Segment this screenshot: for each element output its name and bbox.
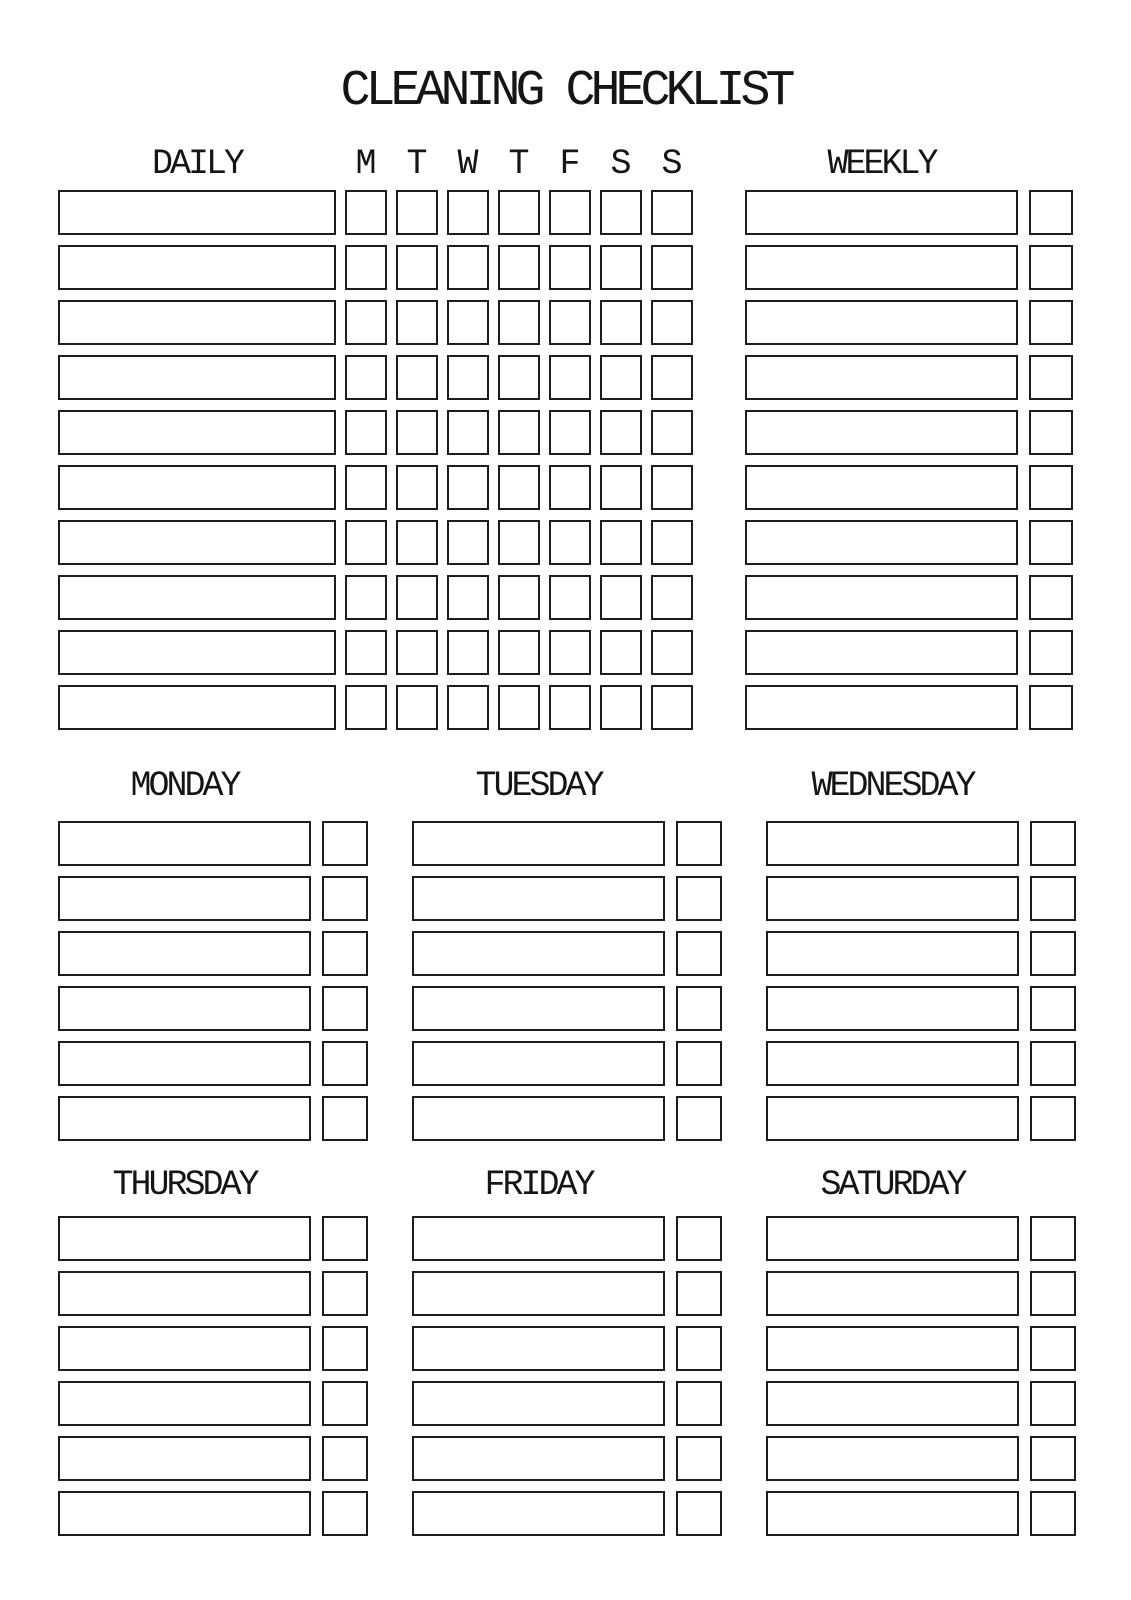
middle-day-grid bbox=[58, 821, 1076, 1151]
saturday-task-row bbox=[766, 1436, 1076, 1481]
saturday-task-field[interactable] bbox=[766, 1491, 1019, 1536]
tuesday-column bbox=[412, 821, 722, 1151]
middle-section-labels bbox=[58, 768, 1076, 804]
daily-checkbox-t-col1[interactable] bbox=[396, 630, 438, 675]
daily-checkbox-s-col6[interactable] bbox=[651, 245, 693, 290]
section-label-monday: MONDAY bbox=[130, 766, 239, 806]
top-header bbox=[58, 146, 1018, 182]
daily-task-row bbox=[58, 410, 693, 455]
tuesday-task-row bbox=[412, 821, 722, 866]
weekly-checkbox[interactable] bbox=[1029, 520, 1073, 565]
weekly-section-label: WEEKLY bbox=[827, 144, 936, 184]
day-letter-w-col2: W bbox=[457, 144, 479, 184]
daily-checkbox-s-col5[interactable] bbox=[600, 520, 642, 565]
wednesday-task-field[interactable] bbox=[766, 876, 1019, 921]
weekly-task-field[interactable] bbox=[745, 190, 1018, 235]
daily-checkbox-s-col5[interactable] bbox=[600, 245, 642, 290]
daily-task-field[interactable] bbox=[58, 355, 336, 400]
wednesday-checkbox[interactable] bbox=[1030, 821, 1076, 866]
daily-checkbox-f-col4[interactable] bbox=[549, 245, 591, 290]
daily-task-row bbox=[58, 300, 693, 345]
page-title: CLEANING CHECKLIST bbox=[340, 63, 791, 120]
monday-task-row bbox=[58, 986, 368, 1031]
weekly-task-row bbox=[745, 575, 1073, 620]
daily-rows bbox=[58, 190, 693, 740]
wednesday-task-row bbox=[766, 931, 1076, 976]
monday-checkbox[interactable] bbox=[322, 1041, 368, 1086]
daily-task-row bbox=[58, 520, 693, 565]
daily-task-row bbox=[58, 575, 693, 620]
daily-checkbox-m-col0[interactable] bbox=[345, 465, 387, 510]
weekly-task-row bbox=[745, 630, 1073, 675]
wednesday-column bbox=[766, 821, 1076, 1151]
day-letter-m-col0: M bbox=[355, 144, 377, 184]
daily-checkbox-s-col5[interactable] bbox=[600, 630, 642, 675]
wednesday-task-field[interactable] bbox=[766, 1041, 1019, 1086]
friday-checkbox[interactable] bbox=[676, 1436, 722, 1481]
saturday-task-row bbox=[766, 1381, 1076, 1426]
daily-checkbox-s-col5[interactable] bbox=[600, 355, 642, 400]
weekly-task-row bbox=[745, 300, 1073, 345]
friday-task-row bbox=[412, 1326, 722, 1371]
tuesday-task-field[interactable] bbox=[412, 1041, 665, 1086]
saturday-checkbox[interactable] bbox=[1030, 1326, 1076, 1371]
weekly-checkbox[interactable] bbox=[1029, 245, 1073, 290]
saturday-checkbox[interactable] bbox=[1030, 1271, 1076, 1316]
daily-task-field[interactable] bbox=[58, 520, 336, 565]
monday-task-field[interactable] bbox=[58, 931, 311, 976]
saturday-column bbox=[766, 1216, 1076, 1546]
friday-checkbox[interactable] bbox=[676, 1381, 722, 1426]
monday-task-field[interactable] bbox=[58, 986, 311, 1031]
daily-checkbox-w-col2[interactable] bbox=[447, 630, 489, 675]
bottom-day-grid bbox=[58, 1216, 1076, 1546]
wednesday-task-row bbox=[766, 1096, 1076, 1141]
weekly-task-field[interactable] bbox=[745, 575, 1018, 620]
monday-task-row bbox=[58, 821, 368, 866]
day-letter-s-col6: S bbox=[661, 144, 683, 184]
tuesday-task-row bbox=[412, 876, 722, 921]
daily-checkbox-m-col0[interactable] bbox=[345, 630, 387, 675]
daily-checkbox-w-col2[interactable] bbox=[447, 355, 489, 400]
day-letter-t-col3: T bbox=[508, 144, 530, 184]
wednesday-checkbox[interactable] bbox=[1030, 1041, 1076, 1086]
weekly-task-field[interactable] bbox=[745, 685, 1018, 730]
weekly-task-field[interactable] bbox=[745, 630, 1018, 675]
tuesday-task-field[interactable] bbox=[412, 1096, 665, 1141]
daily-checkbox-t-col1[interactable] bbox=[396, 410, 438, 455]
friday-task-field[interactable] bbox=[412, 1271, 665, 1316]
saturday-task-row bbox=[766, 1216, 1076, 1261]
monday-task-row bbox=[58, 876, 368, 921]
section-label-thursday: THURSDAY bbox=[112, 1165, 257, 1205]
section-label-friday: FRIDAY bbox=[484, 1165, 593, 1205]
weekly-task-field[interactable] bbox=[745, 410, 1018, 455]
tuesday-checkbox[interactable] bbox=[676, 986, 722, 1031]
weekly-task-row bbox=[745, 245, 1073, 290]
monday-task-field[interactable] bbox=[58, 876, 311, 921]
saturday-checkbox[interactable] bbox=[1030, 1491, 1076, 1536]
daily-checkbox-s-col6[interactable] bbox=[651, 630, 693, 675]
bottom-section-labels bbox=[58, 1167, 1076, 1203]
weekly-checkbox[interactable] bbox=[1029, 685, 1073, 730]
friday-task-field[interactable] bbox=[412, 1436, 665, 1481]
weekly-checkbox[interactable] bbox=[1029, 410, 1073, 455]
saturday-checkbox[interactable] bbox=[1030, 1216, 1076, 1261]
monday-checkbox[interactable] bbox=[322, 986, 368, 1031]
daily-task-row bbox=[58, 465, 693, 510]
saturday-task-field[interactable] bbox=[766, 1216, 1019, 1261]
tuesday-task-field[interactable] bbox=[412, 821, 665, 866]
daily-checkbox-f-col4[interactable] bbox=[549, 520, 591, 565]
weekly-checkbox[interactable] bbox=[1029, 355, 1073, 400]
thursday-task-row bbox=[58, 1271, 368, 1316]
daily-checkbox-s-col5[interactable] bbox=[600, 190, 642, 235]
daily-checkbox-s-col6[interactable] bbox=[651, 520, 693, 565]
wednesday-task-row bbox=[766, 986, 1076, 1031]
friday-checkbox[interactable] bbox=[676, 1271, 722, 1316]
daily-checkbox-m-col0[interactable] bbox=[345, 520, 387, 565]
monday-checkbox[interactable] bbox=[322, 821, 368, 866]
thursday-task-row bbox=[58, 1326, 368, 1371]
thursday-task-row bbox=[58, 1436, 368, 1481]
monday-checkbox[interactable] bbox=[322, 1096, 368, 1141]
tuesday-task-row bbox=[412, 931, 722, 976]
daily-checkbox-m-col0[interactable] bbox=[345, 410, 387, 455]
tuesday-checkbox[interactable] bbox=[676, 931, 722, 976]
daily-checkbox-f-col4[interactable] bbox=[549, 575, 591, 620]
daily-checkbox-t-col3[interactable] bbox=[498, 685, 540, 730]
daily-checkbox-t-col3[interactable] bbox=[498, 190, 540, 235]
thursday-task-field[interactable] bbox=[58, 1381, 311, 1426]
tuesday-checkbox[interactable] bbox=[676, 1096, 722, 1141]
thursday-checkbox[interactable] bbox=[322, 1436, 368, 1481]
section-label-wednesday: WEDNESDAY bbox=[811, 766, 974, 806]
wednesday-task-row bbox=[766, 876, 1076, 921]
daily-task-row bbox=[58, 630, 693, 675]
friday-task-row bbox=[412, 1271, 722, 1316]
daily-checkbox-t-col3[interactable] bbox=[498, 520, 540, 565]
daily-checkbox-w-col2[interactable] bbox=[447, 300, 489, 345]
daily-checkbox-t-col1[interactable] bbox=[396, 245, 438, 290]
tuesday-task-row bbox=[412, 1041, 722, 1086]
weekly-task-field[interactable] bbox=[745, 355, 1018, 400]
monday-column bbox=[58, 821, 368, 1151]
friday-task-row bbox=[412, 1381, 722, 1426]
weekly-task-row bbox=[745, 685, 1073, 730]
monday-task-row bbox=[58, 1041, 368, 1086]
daily-checkbox-f-col4[interactable] bbox=[549, 355, 591, 400]
thursday-task-row bbox=[58, 1216, 368, 1261]
monday-task-field[interactable] bbox=[58, 821, 311, 866]
friday-task-field[interactable] bbox=[412, 1216, 665, 1261]
daily-checkbox-w-col2[interactable] bbox=[447, 190, 489, 235]
daily-checkbox-t-col1[interactable] bbox=[396, 520, 438, 565]
saturday-task-row bbox=[766, 1326, 1076, 1371]
thursday-checkbox[interactable] bbox=[322, 1271, 368, 1316]
daily-checkbox-s-col5[interactable] bbox=[600, 685, 642, 730]
weekly-task-field[interactable] bbox=[745, 520, 1018, 565]
day-letter-s-col5: S bbox=[610, 144, 632, 184]
wednesday-task-field[interactable] bbox=[766, 1096, 1019, 1141]
daily-checkbox-t-col3[interactable] bbox=[498, 245, 540, 290]
daily-checkbox-t-col1[interactable] bbox=[396, 465, 438, 510]
weekly-task-row bbox=[745, 520, 1073, 565]
daily-checkbox-t-col3[interactable] bbox=[498, 410, 540, 455]
wednesday-checkbox[interactable] bbox=[1030, 986, 1076, 1031]
wednesday-checkbox[interactable] bbox=[1030, 876, 1076, 921]
saturday-task-row bbox=[766, 1271, 1076, 1316]
daily-checkbox-s-col5[interactable] bbox=[600, 575, 642, 620]
daily-task-field[interactable] bbox=[58, 630, 336, 675]
monday-task-field[interactable] bbox=[58, 1041, 311, 1086]
saturday-task-field[interactable] bbox=[766, 1271, 1019, 1316]
daily-section-label: DAILY bbox=[151, 144, 243, 184]
thursday-task-row bbox=[58, 1491, 368, 1536]
friday-checkbox[interactable] bbox=[676, 1491, 722, 1536]
daily-checkbox-f-col4[interactable] bbox=[549, 190, 591, 235]
daily-checkbox-m-col0[interactable] bbox=[345, 245, 387, 290]
friday-checkbox[interactable] bbox=[676, 1326, 722, 1371]
monday-task-row bbox=[58, 1096, 368, 1141]
weekly-task-row bbox=[745, 465, 1073, 510]
friday-task-row bbox=[412, 1436, 722, 1481]
monday-checkbox[interactable] bbox=[322, 876, 368, 921]
daily-checkbox-t-col1[interactable] bbox=[396, 355, 438, 400]
daily-task-row bbox=[58, 685, 693, 730]
daily-task-row bbox=[58, 245, 693, 290]
section-label-saturday: SATURDAY bbox=[820, 1165, 965, 1205]
daily-checkbox-w-col2[interactable] bbox=[447, 575, 489, 620]
thursday-task-field[interactable] bbox=[58, 1491, 311, 1536]
weekly-task-row bbox=[745, 190, 1073, 235]
friday-task-field[interactable] bbox=[412, 1491, 665, 1536]
daily-checkbox-t-col3[interactable] bbox=[498, 465, 540, 510]
thursday-checkbox[interactable] bbox=[322, 1216, 368, 1261]
saturday-task-field[interactable] bbox=[766, 1436, 1019, 1481]
thursday-task-field[interactable] bbox=[58, 1436, 311, 1481]
daily-checkbox-t-col1[interactable] bbox=[396, 190, 438, 235]
daily-checkbox-s-col6[interactable] bbox=[651, 410, 693, 455]
daily-task-row bbox=[58, 355, 693, 400]
daily-checkbox-s-col6[interactable] bbox=[651, 685, 693, 730]
weekly-task-field[interactable] bbox=[745, 465, 1018, 510]
weekly-task-field[interactable] bbox=[745, 245, 1018, 290]
weekly-checkbox[interactable] bbox=[1029, 190, 1073, 235]
daily-checkbox-t-col3[interactable] bbox=[498, 575, 540, 620]
daily-task-field[interactable] bbox=[58, 410, 336, 455]
wednesday-task-row bbox=[766, 821, 1076, 866]
tuesday-task-field[interactable] bbox=[412, 986, 665, 1031]
thursday-task-field[interactable] bbox=[58, 1326, 311, 1371]
daily-checkbox-f-col4[interactable] bbox=[549, 630, 591, 675]
thursday-checkbox[interactable] bbox=[322, 1326, 368, 1371]
daily-checkbox-f-col4[interactable] bbox=[549, 410, 591, 455]
monday-checkbox[interactable] bbox=[322, 931, 368, 976]
daily-checkbox-t-col1[interactable] bbox=[396, 300, 438, 345]
daily-checkbox-t-col1[interactable] bbox=[396, 685, 438, 730]
tuesday-checkbox[interactable] bbox=[676, 1041, 722, 1086]
daily-checkbox-f-col4[interactable] bbox=[549, 300, 591, 345]
daily-checkbox-w-col2[interactable] bbox=[447, 465, 489, 510]
daily-checkbox-s-col5[interactable] bbox=[600, 410, 642, 455]
daily-checkbox-m-col0[interactable] bbox=[345, 685, 387, 730]
daily-checkbox-t-col3[interactable] bbox=[498, 630, 540, 675]
thursday-task-field[interactable] bbox=[58, 1216, 311, 1261]
weekly-task-row bbox=[745, 410, 1073, 455]
daily-checkbox-s-col5[interactable] bbox=[600, 300, 642, 345]
daily-task-field[interactable] bbox=[58, 190, 336, 235]
wednesday-checkbox[interactable] bbox=[1030, 931, 1076, 976]
daily-checkbox-s-col6[interactable] bbox=[651, 575, 693, 620]
weekly-task-field[interactable] bbox=[745, 300, 1018, 345]
monday-task-field[interactable] bbox=[58, 1096, 311, 1141]
saturday-task-row bbox=[766, 1491, 1076, 1536]
day-letter-f-col4: F bbox=[559, 144, 581, 184]
daily-checkbox-s-col6[interactable] bbox=[651, 465, 693, 510]
saturday-checkbox[interactable] bbox=[1030, 1381, 1076, 1426]
thursday-task-row bbox=[58, 1381, 368, 1426]
daily-checkbox-s-col6[interactable] bbox=[651, 355, 693, 400]
daily-task-field[interactable] bbox=[58, 685, 336, 730]
tuesday-task-field[interactable] bbox=[412, 931, 665, 976]
daily-checkbox-f-col4[interactable] bbox=[549, 685, 591, 730]
tuesday-task-field[interactable] bbox=[412, 876, 665, 921]
daily-checkbox-w-col2[interactable] bbox=[447, 520, 489, 565]
friday-checkbox[interactable] bbox=[676, 1216, 722, 1261]
wednesday-task-row bbox=[766, 1041, 1076, 1086]
daily-checkbox-t-col3[interactable] bbox=[498, 355, 540, 400]
weekly-checkbox[interactable] bbox=[1029, 575, 1073, 620]
section-label-tuesday: TUESDAY bbox=[475, 766, 602, 806]
daily-checkbox-w-col2[interactable] bbox=[447, 410, 489, 455]
daily-task-field[interactable] bbox=[58, 300, 336, 345]
wednesday-task-field[interactable] bbox=[766, 986, 1019, 1031]
tuesday-checkbox[interactable] bbox=[676, 821, 722, 866]
weekly-checkbox[interactable] bbox=[1029, 300, 1073, 345]
saturday-task-field[interactable] bbox=[766, 1326, 1019, 1371]
weekly-task-row bbox=[745, 355, 1073, 400]
weekly-checkbox[interactable] bbox=[1029, 465, 1073, 510]
monday-task-row bbox=[58, 931, 368, 976]
wednesday-task-field[interactable] bbox=[766, 821, 1019, 866]
tuesday-task-row bbox=[412, 986, 722, 1031]
daily-checkbox-f-col4[interactable] bbox=[549, 465, 591, 510]
daily-checkbox-m-col0[interactable] bbox=[345, 300, 387, 345]
friday-task-row bbox=[412, 1491, 722, 1536]
thursday-checkbox[interactable] bbox=[322, 1491, 368, 1536]
day-letters bbox=[336, 146, 693, 182]
daily-task-row bbox=[58, 190, 693, 235]
friday-column bbox=[412, 1216, 722, 1546]
day-letter-t-col1: T bbox=[406, 144, 428, 184]
daily-checkbox-s-col5[interactable] bbox=[600, 465, 642, 510]
tuesday-checkbox[interactable] bbox=[676, 876, 722, 921]
daily-task-field[interactable] bbox=[58, 245, 336, 290]
daily-checkbox-m-col0[interactable] bbox=[345, 575, 387, 620]
tuesday-task-row bbox=[412, 1096, 722, 1141]
weekly-rows bbox=[745, 190, 1073, 740]
saturday-checkbox[interactable] bbox=[1030, 1436, 1076, 1481]
thursday-column bbox=[58, 1216, 368, 1546]
daily-task-field[interactable] bbox=[58, 465, 336, 510]
friday-task-row bbox=[412, 1216, 722, 1261]
daily-task-field[interactable] bbox=[58, 575, 336, 620]
wednesday-checkbox[interactable] bbox=[1030, 1096, 1076, 1141]
thursday-checkbox[interactable] bbox=[322, 1381, 368, 1426]
wednesday-task-field[interactable] bbox=[766, 931, 1019, 976]
daily-checkbox-m-col0[interactable] bbox=[345, 355, 387, 400]
daily-checkbox-t-col3[interactable] bbox=[498, 300, 540, 345]
friday-task-field[interactable] bbox=[412, 1326, 665, 1371]
daily-checkbox-m-col0[interactable] bbox=[345, 190, 387, 235]
daily-checkbox-w-col2[interactable] bbox=[447, 245, 489, 290]
thursday-task-field[interactable] bbox=[58, 1271, 311, 1316]
weekly-checkbox[interactable] bbox=[1029, 630, 1073, 675]
friday-task-field[interactable] bbox=[412, 1381, 665, 1426]
daily-checkbox-t-col1[interactable] bbox=[396, 575, 438, 620]
saturday-task-field[interactable] bbox=[766, 1381, 1019, 1426]
daily-checkbox-w-col2[interactable] bbox=[447, 685, 489, 730]
daily-checkbox-s-col6[interactable] bbox=[651, 190, 693, 235]
daily-checkbox-s-col6[interactable] bbox=[651, 300, 693, 345]
